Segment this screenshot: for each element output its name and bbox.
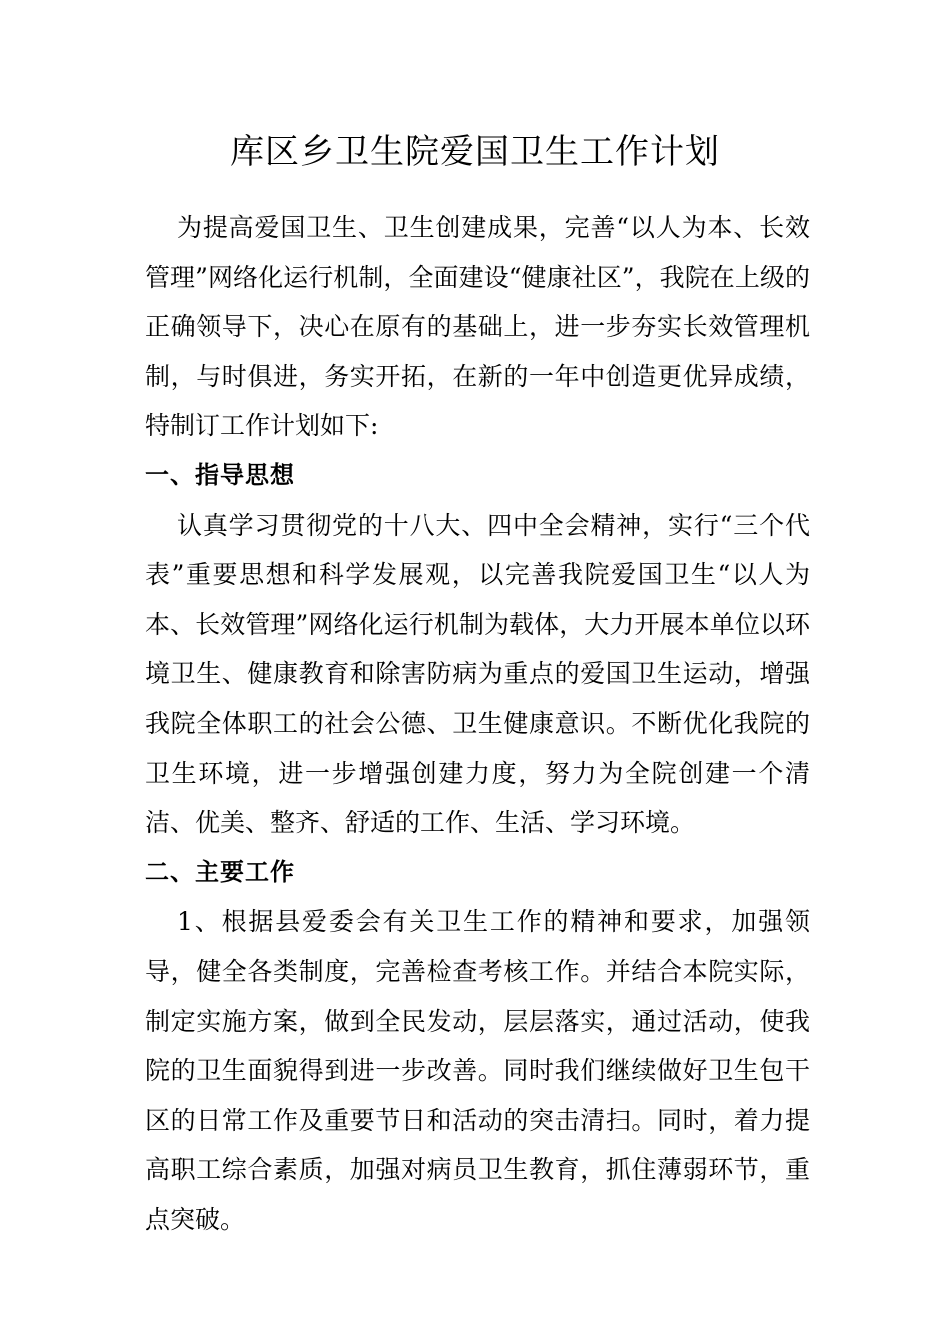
guiding-ideology-paragraph: 认真学习贯彻党的十八大、四中全会精神，实行“三个代表”重要思想和科学发展观，以完善我院爱国卫生“以人为本、长效管理”网络化运行机制为载体，大力开展本单位以环境卫生、健康教育和除害防病为重点的爱国卫生运动，增强我院全体职工的社会公德、卫生健康意识。不断优化我院的卫生环境，进一步增强创建力度，努力为全院创建一个清洁、优美、整齐、舒适的工作、生活、学习环境。 — [145, 510, 810, 838]
document-title: 库区乡卫生院爱国卫生工作计划 — [230, 132, 720, 172]
document-body — [145, 203, 810, 1244]
section-heading-main-work: 二、主要工作 — [145, 857, 295, 886]
intro-paragraph: 为提高爱国卫生、卫生创建成果，完善“以人为本、长效管理”网络化运行机制，全面建设“健康社区”，我院在上级的正确领导下，决心在原有的基础上，进一步夯实长效管理机制，与时俱进，务实开拓，在新的一年中创造更优异成绩，特制订工作计划如下: — [145, 213, 810, 441]
section-heading-guiding-ideology: 一、指导思想 — [145, 460, 295, 489]
main-work-item-1-paragraph: 1、根据县爱委会有关卫生工作的精神和要求，加强领导，健全各类制度，完善检查考核工作。并结合本院实际，制定实施方案，做到全民发动，层层落实，通过活动，使我院的卫生面貌得到进一步改善。同时我们继续做好卫生包干区的日常工作及重要节日和活动的突击清扫。同时，着力提高职工综合素质，加强对病员卫生教育，抓住薄弱环节，重点突破。 — [145, 907, 810, 1234]
